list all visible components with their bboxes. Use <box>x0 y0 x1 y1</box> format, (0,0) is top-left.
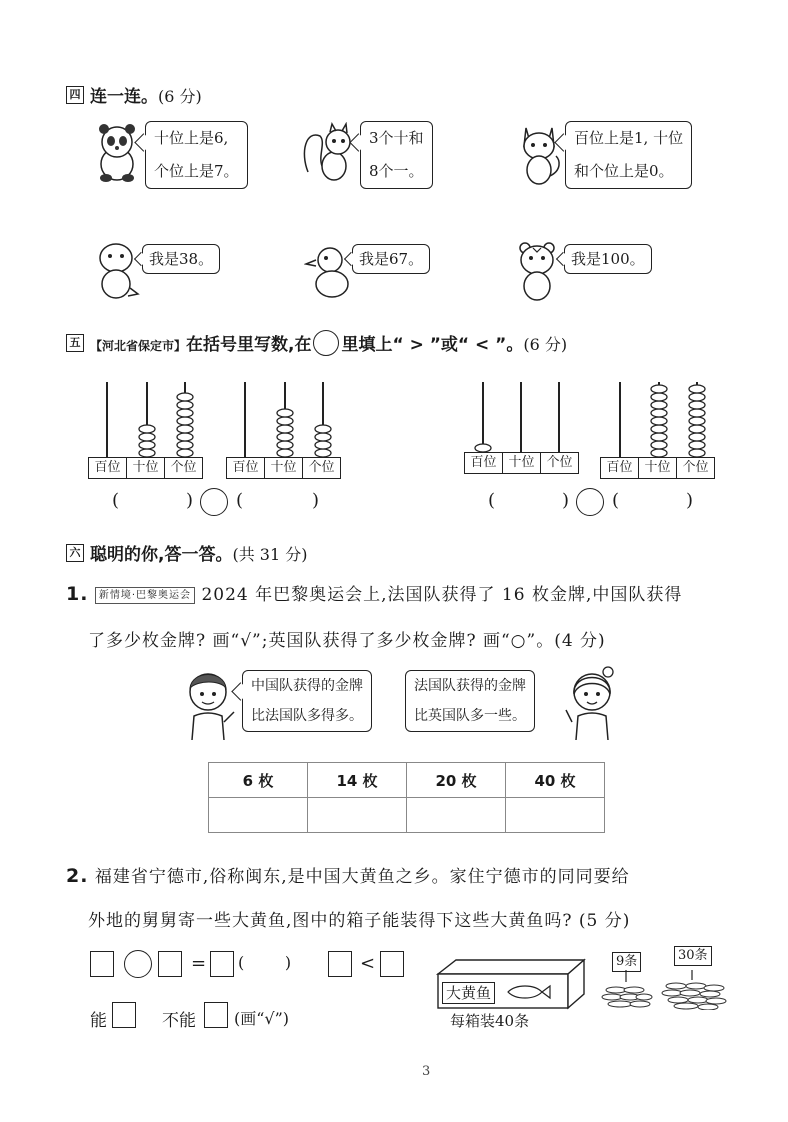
mark-hint: (画“√”) <box>234 1009 290 1028</box>
answer-cell[interactable] <box>308 798 407 833</box>
sign-9: 9条 <box>612 952 641 972</box>
q2-line2: 外地的舅舅寄一些大黄鱼,图中的箱子能装得下这些大黄鱼吗? (5 分) <box>88 911 631 931</box>
fox-icon <box>514 120 564 186</box>
boy-icon <box>180 666 238 742</box>
option-6: 6 枚 <box>209 763 308 798</box>
abacus-1-labels: 百位 十位 个位 <box>88 457 203 479</box>
abacus-1-bead-tens <box>139 425 155 433</box>
operator-circle[interactable] <box>124 950 152 978</box>
option-20: 20 枚 <box>407 763 506 798</box>
answer-box-1[interactable] <box>90 951 114 977</box>
answer-paren-1-open[interactable]: ( <box>112 490 120 511</box>
q1-line1: 1. 新情境·巴黎奥运会 2024 年巴黎奥运会上,法国队获得了 16 枚金牌,中国队获得 <box>66 583 683 605</box>
page-number: 3 <box>422 1064 431 1079</box>
panda-icon <box>92 120 142 184</box>
fish-pile-icon <box>600 970 730 1010</box>
medal-options-table <box>208 762 605 833</box>
abacus-2-bead-ones <box>315 449 331 457</box>
abacus-1-bead-ones <box>177 433 193 441</box>
answer-box-3[interactable] <box>210 951 234 977</box>
dinosaur-icon <box>94 240 140 300</box>
option-40: 40 枚 <box>506 763 605 798</box>
abacus-1-bead-tens <box>139 441 155 449</box>
abacus-2-bead-tens <box>277 441 293 449</box>
abacus-2-bead-tens <box>277 433 293 441</box>
fish-box-label: 大黄鱼 <box>442 982 495 1004</box>
abacus-1-bead-ones <box>177 441 193 449</box>
abacus-4-bead-tens <box>651 409 667 417</box>
abacus-1-bead-tens <box>139 449 155 457</box>
abacus-1-bead-ones <box>177 409 193 417</box>
fish-box-caption: 每箱装40条 <box>450 1012 530 1030</box>
compare-circle-1[interactable] <box>200 488 228 516</box>
section-number: 六 <box>66 544 84 562</box>
abacus-4-bead-tens <box>651 433 667 441</box>
abacus-4-bead-tens <box>651 441 667 449</box>
abacus-4-bead-ones <box>689 449 705 457</box>
abacus-4-bead-ones <box>689 433 705 441</box>
answer-paren-2-open[interactable]: ( <box>236 490 244 511</box>
abacus-4-bead-tens <box>651 385 667 393</box>
abacus-2-labels: 百位 十位 个位 <box>226 457 341 479</box>
section-6-title: 六 聪明的你,答一答。(共 31 分) <box>66 540 308 565</box>
answer-box-2[interactable] <box>158 951 182 977</box>
answer-paren-3-open[interactable]: ( <box>488 490 496 511</box>
section-4-title: 四 连一连。(6 分) <box>66 82 202 107</box>
abacus-3-labels: 百位 十位 个位 <box>464 452 579 474</box>
bubble-2: 3个十和 8个一。 <box>360 121 433 189</box>
girl-icon <box>562 662 620 742</box>
sign-30: 30条 <box>674 946 712 966</box>
abacus-2-bead-ones <box>315 425 331 433</box>
tiger-icon <box>514 240 560 302</box>
can-box[interactable] <box>112 1002 136 1028</box>
abacus-2-bead-tens <box>277 449 293 457</box>
bubble-4: 我是38。 <box>142 244 220 274</box>
answer-paren-4-open[interactable]: ( <box>612 490 620 511</box>
answer-paren-4-close[interactable]: ) <box>686 490 694 511</box>
answer-box-4[interactable] <box>328 951 352 977</box>
abacus-4-labels: 百位 十位 个位 <box>600 457 715 479</box>
cannot-label: 不能 <box>162 1011 196 1031</box>
q1-line2: 了多少枚金牌? 画“√”;英国队获得了多少枚金牌? 画“○”。(4 分) <box>88 631 606 651</box>
abacus-4-bead-ones <box>689 425 705 433</box>
section-number: 五 <box>66 334 84 352</box>
duck-icon <box>304 244 354 300</box>
bubble-6: 我是100。 <box>564 244 652 274</box>
abacus-1-bead-ones <box>177 393 193 401</box>
compare-circle-example <box>313 330 339 356</box>
abacus-1-bead-tens <box>139 433 155 441</box>
section-5-title: 五 【河北省保定市】在括号里写数,在 里填上“ > ”或“ < ”。(6 分) <box>66 330 567 358</box>
less-than-sign: < <box>360 953 376 974</box>
answer-cell[interactable] <box>506 798 605 833</box>
abacus-4-bead-tens <box>651 401 667 409</box>
squirrel-icon <box>300 122 356 184</box>
abacus-4-bead-tens <box>651 449 667 457</box>
abacus-3-bead-hundreds <box>475 444 491 452</box>
bubble-1: 十位上是6, 个位上是7。 <box>145 121 248 189</box>
abacus-2-bead-tens <box>277 409 293 417</box>
answer-cell[interactable] <box>407 798 506 833</box>
bubble-3: 百位上是1, 十位 和个位上是0。 <box>565 121 692 189</box>
equals-sign: = <box>191 953 207 974</box>
abacus-2-bead-ones <box>315 433 331 441</box>
abacus-4-bead-ones <box>689 417 705 425</box>
answer-box-5[interactable] <box>380 951 404 977</box>
unit-paren[interactable]: ( ) <box>238 953 292 972</box>
bubble-5: 我是67。 <box>352 244 430 274</box>
abacus-1-bead-ones <box>177 417 193 425</box>
abacus-2-bead-tens <box>277 425 293 433</box>
abacus-4-bead-ones <box>689 441 705 449</box>
cannot-box[interactable] <box>204 1002 228 1028</box>
abacus-4-bead-ones <box>689 385 705 393</box>
option-14: 14 枚 <box>308 763 407 798</box>
abacus-4-bead-ones <box>689 393 705 401</box>
section-number: 四 <box>66 86 84 104</box>
abacus-2-bead-tens <box>277 417 293 425</box>
answer-paren-3-close[interactable]: ) <box>562 490 570 511</box>
compare-circle-2[interactable] <box>576 488 604 516</box>
can-label: 能 <box>90 1011 107 1031</box>
answer-paren-1-close[interactable]: ) <box>186 490 194 511</box>
bubble-girl: 法国队获得的金牌 比英国队多一些。 <box>405 670 535 732</box>
abacus-4-bead-ones <box>689 409 705 417</box>
abacus-1-bead-ones <box>177 401 193 409</box>
abacus-4-bead-ones <box>689 401 705 409</box>
abacus-4-bead-tens <box>651 393 667 401</box>
scenario-tag: 新情境·巴黎奥运会 <box>95 587 195 604</box>
abacus-4-bead-tens <box>651 425 667 433</box>
answer-paren-2-close[interactable]: ) <box>312 490 320 511</box>
q2-line1: 2. 福建省宁德市,俗称闽东,是中国大黄鱼之乡。家住宁德市的同同要给 <box>66 865 630 887</box>
abacus-4-bead-tens <box>651 417 667 425</box>
abacus-1-bead-ones <box>177 425 193 433</box>
abacus-2-bead-ones <box>315 441 331 449</box>
bubble-boy: 中国队获得的金牌 比法国队多得多。 <box>242 670 372 732</box>
abacus-1-bead-ones <box>177 449 193 457</box>
answer-cell[interactable] <box>209 798 308 833</box>
